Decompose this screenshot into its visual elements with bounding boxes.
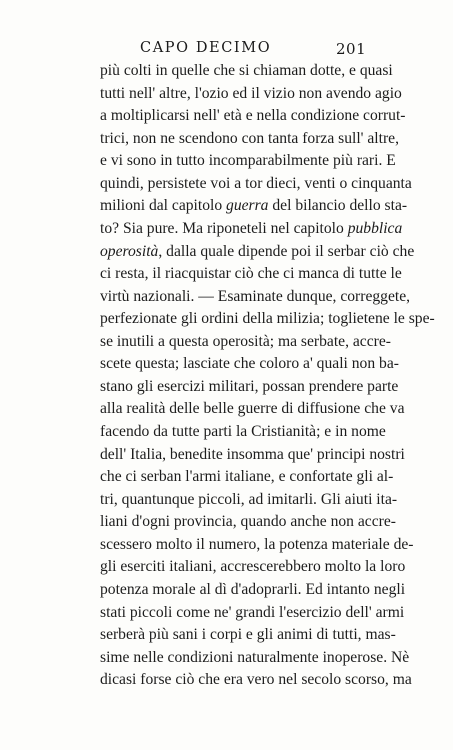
- text-line: se inutili a questa operosità; ma serbate, accre-: [100, 332, 391, 350]
- text-line: tutti nell' altre, l'ozio ed il vizio non avendo agio: [100, 84, 402, 102]
- text-line: stano gli esercizi militari, possan prendere parte: [100, 377, 399, 395]
- italic-text: guerra: [226, 197, 269, 215]
- text-line: trici, non ne scendono con tanta forza sull' altre,: [100, 129, 399, 147]
- text-line: serberà più sani i corpi e gli animi di tutti, mas-: [100, 626, 396, 644]
- text-line: virtù nazionali. — Esaminate dunque, correggete,: [100, 287, 411, 305]
- text-line: dicasi forse ciò che era vero nel secolo scorso, ma: [100, 671, 412, 689]
- text-line: to? Sia pure. Ma riponeteli nel capitolo pubblica: [100, 219, 403, 237]
- text-line: perfezionate gli ordini della milizia; toglietene le spe-: [100, 310, 435, 328]
- text-line: dell' Italia, benedite insomma que' principi nostri: [100, 445, 405, 463]
- text-line: sime nelle condizioni naturalmente inoperose. Nè: [100, 648, 410, 666]
- text-line: stati piccoli come ne' grandi l'esercizio dell' armi: [100, 603, 405, 621]
- text-line: facendo da tutte parti la Cristianità; e in nome: [100, 423, 386, 440]
- text-line: potenza morale al dì d'adoprarli. Ed intanto negli: [100, 580, 406, 598]
- text-line: milioni dal capitolo guerra del bilancio dello sta-: [100, 197, 408, 215]
- page-number: 201: [336, 40, 367, 58]
- text-line: a moltiplicarsi nell' età e nella condizione corrut-: [100, 107, 406, 125]
- text-line: scete questa; lasciate che coloro a' quali non ba-: [100, 355, 399, 373]
- text-line: liani d'ogni provincia, quando anche non accre-: [100, 513, 396, 531]
- text-line: operosità, dalla quale dipende poi il serbar ciò che: [100, 242, 415, 260]
- italic-text: pubblica: [347, 219, 403, 237]
- text-line: più colti in quelle che si chiaman dotte, e quasi: [100, 62, 393, 79]
- text-line: tri, quantunque piccoli, ad imitarli. Gli aiuti ita-: [100, 490, 398, 508]
- italic-text: operosità: [100, 242, 159, 260]
- text-line: ci resta, il riacquistar ciò che ci manca di tutte le: [100, 265, 402, 283]
- body-text: [100, 60, 435, 692]
- text-line: che ci serban l'armi italiane, e confortate gli al-: [100, 468, 394, 486]
- text-line: scessero molto il numero, la potenza materiale de-: [100, 535, 414, 553]
- text-line: e vi sono in tutto incomparabilmente più rari. E: [100, 152, 396, 170]
- text-line: gli eserciti italiani, accrescerebbero molto la loro: [100, 558, 406, 576]
- running-title: CAPO DECIMO: [140, 40, 272, 56]
- text-line: alla realità delle belle guerre di diffusione che va: [100, 400, 405, 418]
- running-head: [0, 40, 453, 62]
- text-line: quindi, persistete voi a tor dieci, venti o cinquanta: [100, 174, 412, 192]
